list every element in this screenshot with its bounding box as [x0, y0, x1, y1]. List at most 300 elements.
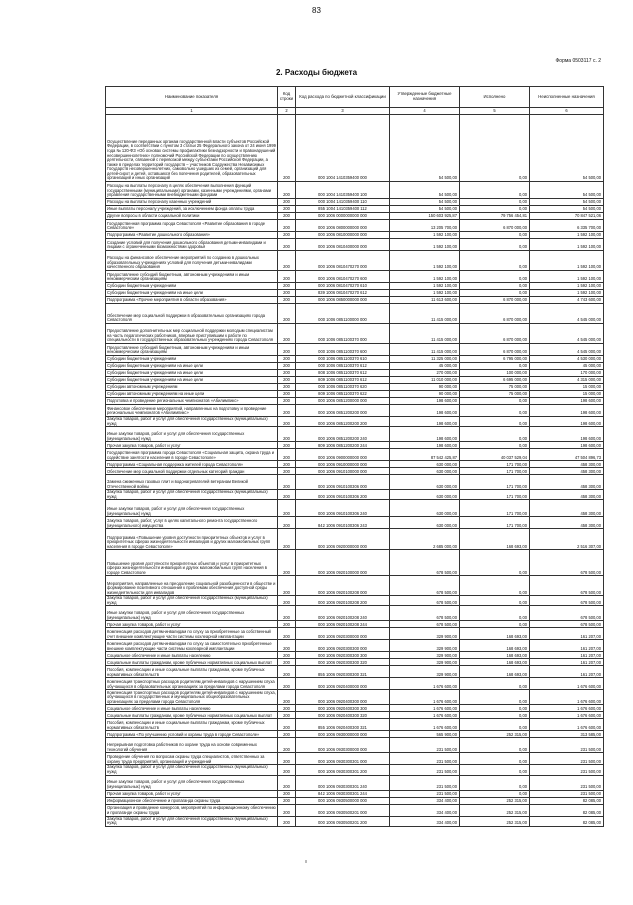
row-line-code: 200: [278, 659, 296, 666]
table-row: [106, 384, 604, 391]
table-row: [106, 199, 604, 206]
row-remaining: 1 592 100,00: [530, 232, 604, 239]
table-row: [106, 517, 604, 529]
row-line-code: 200: [278, 576, 296, 596]
table-row: [106, 461, 604, 468]
row-approved: 231 500,00: [390, 765, 460, 775]
row-executed: 168 693,00: [460, 659, 530, 666]
row-approved: 678 500,00: [390, 621, 460, 628]
row-line-code: 200: [278, 398, 296, 405]
row-line-code: 200: [278, 283, 296, 290]
row-approved: 2 685 000,00: [390, 529, 460, 550]
row-executed: 171 700,00: [460, 500, 530, 517]
row-remaining: 231 500,00: [530, 775, 604, 790]
row-executed: 40 037 529,04: [460, 449, 530, 461]
row-name: Прочая закупка товаров, работ и услуг: [106, 790, 278, 797]
row-classification-code: 855 1004 1410359400 112: [296, 206, 390, 213]
row-remaining: 231 500,00: [530, 738, 604, 753]
row-name: Закупка товаров, работ и услуг для обеспечения государственных (муниципальных) нужд: [106, 417, 278, 427]
table-row: [106, 398, 604, 405]
row-name: Замена сжиженных газовых плит и водонагревателей ветеранам Великой Отечественной войны: [106, 475, 278, 490]
row-line-code: 200: [278, 475, 296, 490]
row-classification-code: 000 1006 0851200000 000: [296, 398, 390, 405]
table-row: [106, 816, 604, 826]
row-line-code: 200: [278, 271, 296, 283]
table-row: [106, 666, 604, 678]
table-row: [106, 690, 604, 705]
row-approved: 231 500,00: [390, 775, 460, 790]
row-line-code: 200: [278, 344, 296, 356]
row-classification-code: 000 1006 0930300000 000: [296, 738, 390, 753]
row-approved: 329 900,00: [390, 659, 460, 666]
column-number: 1: [106, 108, 278, 115]
row-approved: 11 010 000,00: [390, 377, 460, 384]
row-name: Подпрограмма «Повышение уровня доступности приоритетных объектов и услуг в приоритетных сферах жизнедеятельности инвалидов и других маломобильных групп населения в городе Севастополе»: [106, 529, 278, 550]
row-executed: 0,00: [460, 232, 530, 239]
table-row: [106, 640, 604, 652]
row-classification-code: 000 1006 0920400300 000: [296, 690, 390, 705]
row-line-code: 200: [278, 115, 296, 182]
row-approved: 231 500,00: [390, 738, 460, 753]
row-name: Компенсация расходов детям-инвалидам по слуху за приобретенные за собственный счет внешние комплектующие части системы кохлеарной имплантации: [106, 628, 278, 640]
row-classification-code: 000 1004 1410359400 100: [296, 182, 390, 199]
table-row: [106, 719, 604, 731]
row-classification-code: 000 1006 0910100306 240: [296, 500, 390, 517]
row-remaining: 161 207,00: [530, 652, 604, 659]
row-approved: 630 000,00: [390, 500, 460, 517]
row-line-code: 200: [278, 417, 296, 427]
row-name: Пособия, компенсации и иные социальные выплаты гражданам, кроме публичных нормативных обязательств: [106, 719, 278, 731]
row-name: Подпрограмма «Социальная поддержка жителей города Севастополя»: [106, 461, 278, 468]
table-row: [106, 652, 604, 659]
row-classification-code: 842 1006 0930300301 244: [296, 790, 390, 797]
row-line-code: 200: [278, 666, 296, 678]
row-executed: 0,00: [460, 290, 530, 297]
row-remaining: 82 085,00: [530, 797, 604, 804]
row-executed: 6 870 000,00: [460, 220, 530, 232]
row-name: Иные закупки товаров, работ и услуг для обеспечения государственных (муниципальных) нужд: [106, 500, 278, 517]
row-name: Осуществление переданных органам государственной власти субъектов Российской Федерации, в соответствии с пунктом 3 статьи 25 Федерального закона от 24 июня 1999 года № 120-ФЗ «Об основах системы профилактики безнадзорности и правонарушений несовершеннолетних» полномочий Российской Федерации по осуществлению деятельности, связанной с перевозкой между субъектами Российской Федерации, а также в пределах территорий государств – участников Содружества Независимых Государств несовершеннолетних, самовольно ушедших из семей, организаций для детей-сирот и детей, оставшихся без попечения родителей, образовательных организаций и иных организаций: [106, 115, 278, 182]
row-line-code: 200: [278, 468, 296, 475]
row-approved: 1 592 100,00: [390, 232, 460, 239]
row-approved: 150 603 925,87: [390, 213, 460, 220]
row-name: Иные закупки товаров, работ и услуг для обеспечения государственных (муниципальных) нужд: [106, 427, 278, 442]
row-name: Иные закупки товаров, работ и услуг для обеспечения государственных (муниципальных) нужд: [106, 775, 278, 790]
row-executed: 0,00: [460, 790, 530, 797]
row-line-code: 200: [278, 705, 296, 712]
row-classification-code: 000 1006 0920300300 000: [296, 640, 390, 652]
row-classification-code: 000 1006 0851100370 612: [296, 363, 390, 370]
table-row: [106, 738, 604, 753]
row-executed: 0,00: [460, 606, 530, 621]
row-line-code: 200: [278, 804, 296, 816]
row-approved: 1 592 100,00: [390, 271, 460, 283]
row-name: Закупка товаров, работ и услуг для обеспечения государственных (муниципальных) нужд: [106, 490, 278, 500]
row-remaining: 54 500,00: [530, 115, 604, 182]
row-line-code: 200: [278, 652, 296, 659]
row-name: Прочая закупка товаров, работ и услуг: [106, 621, 278, 628]
row-executed: 0,00: [460, 271, 530, 283]
row-executed: 252 315,00: [460, 804, 530, 816]
row-name: Государственная программа города Севастополя «Социальная защита, охрана труда и содействие занятости населения в городе Севастополе»: [106, 449, 278, 461]
row-approved: 1 592 100,00: [390, 290, 460, 297]
row-approved: 231 500,00: [390, 753, 460, 765]
row-line-code: 200: [278, 324, 296, 344]
row-approved: 678 500,00: [390, 576, 460, 596]
row-classification-code: 000 1006 0920100208 244: [296, 621, 390, 628]
row-remaining: 198 600,00: [530, 427, 604, 442]
row-executed: 0,00: [460, 283, 530, 290]
row-approved: 198 600,00: [390, 398, 460, 405]
table-row: [106, 529, 604, 550]
row-line-code: 200: [278, 297, 296, 304]
row-classification-code: 000 1006 0920400300 320: [296, 712, 390, 719]
row-name: Расходы на выплаты персоналу казенных учреждений: [106, 199, 278, 206]
row-executed: 0,00: [460, 621, 530, 628]
row-approved: 334 400,00: [390, 797, 460, 804]
row-name: Подпрограмма «По улучшению условий и охраны труда в городе Севастополе»: [106, 731, 278, 738]
row-name: Непрерывная подготовка работников по охране труда на основе современных технологий обучения: [106, 738, 278, 753]
row-remaining: 54 500,00: [530, 199, 604, 206]
row-classification-code: 808 1006 0851100370 612: [296, 370, 390, 377]
row-classification-code: 000 1006 0920300300 300: [296, 652, 390, 659]
row-approved: 329 900,00: [390, 640, 460, 652]
row-executed: 252 315,00: [460, 731, 530, 738]
row-line-code: 200: [278, 719, 296, 731]
table-row: [106, 804, 604, 816]
row-approved: 231 500,00: [390, 790, 460, 797]
table-row: [106, 220, 604, 232]
row-line-code: 200: [278, 640, 296, 652]
row-executed: 0,00: [460, 712, 530, 719]
row-line-code: 200: [278, 370, 296, 377]
row-name: Субсидии бюджетным учреждениям: [106, 283, 278, 290]
row-remaining: 1 676 600,00: [530, 719, 604, 731]
row-approved: 11 325 000,00: [390, 356, 460, 363]
row-remaining: 1 592 100,00: [530, 251, 604, 271]
table-row: [106, 239, 604, 251]
row-executed: 6 870 000,00: [460, 297, 530, 304]
table-row: [106, 377, 604, 384]
row-line-code: 200: [278, 550, 296, 576]
row-remaining: 198 600,00: [530, 442, 604, 449]
row-approved: 334 400,00: [390, 816, 460, 826]
row-line-code: 200: [278, 449, 296, 461]
row-name: Иные выплаты персоналу учреждений, за исключением фонда оплаты труда: [106, 206, 278, 213]
row-approved: 630 000,00: [390, 475, 460, 490]
row-line-code: 200: [278, 182, 296, 199]
row-classification-code: 000 1004 1410359400 000: [296, 115, 390, 182]
row-classification-code: 000 1006 0920100208 000: [296, 576, 390, 596]
row-executed: 171 700,00: [460, 468, 530, 475]
row-approved: 270 000,00: [390, 370, 460, 377]
row-executed: 0,00: [460, 690, 530, 705]
table-row: [106, 344, 604, 356]
row-remaining: 458 300,00: [530, 468, 604, 475]
row-classification-code: 809 1006 0851100370 622: [296, 391, 390, 398]
row-classification-code: 809 1006 0851100370 612: [296, 377, 390, 384]
row-approved: 678 500,00: [390, 550, 460, 576]
row-classification-code: 000 1006 0810470270 000: [296, 251, 390, 271]
row-executed: 0,00: [460, 442, 530, 449]
row-executed: 0,00: [460, 239, 530, 251]
row-remaining: 4 530 000,00: [530, 356, 604, 363]
row-executed: 0,00: [460, 576, 530, 596]
row-remaining: 4 545 000,00: [530, 304, 604, 324]
row-classification-code: 000 1006 0851100000 000: [296, 304, 390, 324]
table-row: [106, 765, 604, 775]
table-row: [106, 678, 604, 690]
row-line-code: 200: [278, 712, 296, 719]
row-classification-code: 000 1006 0810470270 600: [296, 271, 390, 283]
row-approved: 198 600,00: [390, 427, 460, 442]
row-executed: 75 000,00: [460, 384, 530, 391]
table-row: [106, 324, 604, 344]
row-executed: 0,00: [460, 251, 530, 271]
row-name: Прочая закупка товаров, работ и услуг: [106, 442, 278, 449]
row-classification-code: 000 1006 0930000000 000: [296, 731, 390, 738]
column-number: 6: [530, 108, 604, 115]
row-executed: 0,00: [460, 182, 530, 199]
row-line-code: 200: [278, 529, 296, 550]
row-executed: 100 000,00: [460, 370, 530, 377]
row-line-code: 200: [278, 690, 296, 705]
row-classification-code: 000 1006 0910000000 000: [296, 461, 390, 468]
row-classification-code: 839 1006 0810470270 612: [296, 290, 390, 297]
row-classification-code: 000 1006 0810000000 000: [296, 232, 390, 239]
table-row: [106, 775, 604, 790]
header-remaining: Неисполненные назначения: [530, 87, 604, 108]
row-line-code: 200: [278, 678, 296, 690]
row-remaining: 82 085,00: [530, 804, 604, 816]
row-name: Социальное обеспечение и иные выплаты населению: [106, 705, 278, 712]
row-name: Подготовка и проведение региональных чемпионатов «Абилимпикс»: [106, 398, 278, 405]
row-line-code: 200: [278, 405, 296, 417]
row-approved: 198 600,00: [390, 417, 460, 427]
row-name: Субсидии бюджетным учреждениям на иные цели: [106, 370, 278, 377]
row-line-code: 200: [278, 220, 296, 232]
header-classification-code: Код расхода по бюджетной классификации: [296, 87, 390, 108]
row-approved: 11 415 000,00: [390, 324, 460, 344]
table-row: [106, 790, 604, 797]
row-name: Организация и проведение конкурсов, мероприятий по информационному обеспечению и пропаганде охраны труда: [107, 805, 276, 816]
row-line-code: 200: [278, 621, 296, 628]
row-approved: 678 500,00: [390, 606, 460, 621]
row-executed: 6 695 000,00: [460, 377, 530, 384]
row-approved: 11 415 000,00: [390, 304, 460, 324]
row-executed: 0,00: [460, 738, 530, 753]
row-approved: 565 900,00: [390, 731, 460, 738]
row-executed: 171 700,00: [460, 517, 530, 529]
row-line-code: 200: [278, 816, 296, 826]
row-remaining: 2 516 307,00: [530, 529, 604, 550]
row-name: Мероприятия, направленные на преодоление социальной разобщенности в обществе и формирование позитивного отношения к проблемам обеспечения доступной среды жизнедеятельности для инвалидов: [106, 576, 278, 596]
table-row: [106, 297, 604, 304]
table-row: [106, 475, 604, 490]
row-classification-code: 000 1006 0930500000 000: [296, 797, 390, 804]
row-remaining: 231 500,00: [530, 753, 604, 765]
row-name: Обеспечение мер социальной поддержки в образовательных организациях города Севастополя: [106, 304, 278, 324]
table-row: [106, 731, 604, 738]
row-remaining: 678 500,00: [530, 596, 604, 606]
row-executed: 0,00: [460, 765, 530, 775]
row-remaining: 45 000,00: [530, 363, 604, 370]
table-row: [106, 290, 604, 297]
table-row: [106, 417, 604, 427]
row-remaining: 458 300,00: [530, 517, 604, 529]
row-name: Проведение обучения по вопросам охраны труда специалистов, ответственных за охрану труда предприятий, организаций и учреждений: [106, 753, 278, 765]
table-row: [106, 576, 604, 596]
header-approved: Утвержденные бюджетные назначения: [390, 87, 460, 108]
row-approved: 1 676 600,00: [390, 678, 460, 690]
row-executed: 0,00: [460, 596, 530, 606]
row-classification-code: 000 1006 0920300300 320: [296, 659, 390, 666]
row-name: Создание условий для получения дошкольного образования детьми-инвалидами и лицами с ограниченными возможностями здоровья: [106, 239, 278, 251]
row-executed: 0,00: [460, 199, 530, 206]
row-name: Расходы на выплаты персоналу в целях обеспечения выполнения функций государственными (муниципальными) органами, казенными учреждениями, органами управления государственными внебюджетными фондами: [106, 182, 278, 199]
page-number: 83: [312, 6, 321, 15]
row-name: Предоставление дополнительных мер социальной поддержки молодым специалистам на часть педагогических работников, впервые приступившим к работе по специальности в государственных образовательных учреждениях города Севастополя: [106, 324, 278, 344]
row-approved: 334 400,00: [390, 804, 460, 816]
row-name: Социальное обеспечение и иные выплаты населению: [106, 652, 278, 659]
row-classification-code: 000 1006 0851100370 000: [296, 324, 390, 344]
row-approved: 45 000,00: [390, 363, 460, 370]
row-executed: 168 693,00: [460, 640, 530, 652]
row-classification-code: 842 1006 0910100306 243: [296, 517, 390, 529]
row-classification-code: 000 1006 0810470270 610: [296, 283, 390, 290]
row-executed: 0,00: [460, 115, 530, 182]
row-remaining: 6 335 700,00: [530, 220, 604, 232]
row-classification-code: 000 1006 0910100000 000: [296, 468, 390, 475]
row-executed: 0,00: [460, 705, 530, 712]
row-line-code: 200: [278, 239, 296, 251]
row-classification-code: 000 1006 0920400300 300: [296, 705, 390, 712]
table-row: [106, 115, 604, 182]
section-title: 2. Расходы бюджета: [275, 68, 358, 77]
row-executed: 75 000,00: [460, 391, 530, 398]
row-name: Подпрограмма «Развитие дошкольного образования»: [106, 232, 278, 239]
row-executed: 168 693,00: [460, 529, 530, 550]
row-approved: 13 205 700,00: [390, 220, 460, 232]
row-executed: 168 693,00: [460, 652, 530, 659]
row-remaining: 198 600,00: [530, 398, 604, 405]
table-row: [106, 490, 604, 500]
row-remaining: 170 000,00: [530, 370, 604, 377]
table-row: [106, 449, 604, 461]
row-remaining: 1 592 100,00: [530, 290, 604, 297]
column-number: 3: [296, 108, 390, 115]
row-name: Субсидии бюджетным учреждениям: [106, 356, 278, 363]
row-line-code: 200: [278, 790, 296, 797]
row-executed: 0,00: [460, 417, 530, 427]
row-approved: 54 500,00: [390, 115, 460, 182]
row-classification-code: 000 1006 0920100208 240: [296, 606, 390, 621]
row-classification-code: 000 1006 0920400000 000: [296, 678, 390, 690]
row-name: Подпрограмма «Прочие мероприятия в области образования»: [106, 297, 278, 304]
row-classification-code: 000 1006 0930300301 240: [296, 775, 390, 790]
row-executed: 6 870 000,00: [460, 344, 530, 356]
row-line-code: 200: [278, 356, 296, 363]
row-remaining: 1 592 100,00: [530, 239, 604, 251]
row-approved: 678 500,00: [390, 596, 460, 606]
table-row: [106, 356, 604, 363]
row-name: Расходы на финансовое обеспечение мероприятий по созданию в дошкольных образовательных учреждениях условий для получения детьми-инвалидами качественного образования: [106, 251, 278, 271]
row-name: Закупка товаров, работ, услуг в целях капитального ремонта государственного (муниципального) имущества: [106, 517, 278, 529]
row-executed: 168 693,00: [460, 628, 530, 640]
row-classification-code: 000 1006 0910100306 200: [296, 490, 390, 500]
row-name: Закупка товаров, работ и услуг для обеспечения государственных (муниципальных) нужд: [106, 596, 278, 606]
table-row: [106, 283, 604, 290]
row-executed: 252 315,00: [460, 797, 530, 804]
row-name: Социальные выплаты гражданам, кроме публичных нормативных социальных выплат: [106, 659, 278, 666]
row-remaining: 231 500,00: [530, 790, 604, 797]
row-line-code: 200: [278, 596, 296, 606]
row-name: Иные закупки товаров, работ и услуг для обеспечения государственных (муниципальных) нужд: [106, 606, 278, 621]
row-name: Социальные выплаты гражданам, кроме публичных нормативных социальных выплат: [106, 712, 278, 719]
row-remaining: 1 592 100,00: [530, 271, 604, 283]
row-classification-code: 000 1006 0930300301 200: [296, 765, 390, 775]
row-remaining: 1 676 600,00: [530, 678, 604, 690]
row-line-code: 200: [278, 199, 296, 206]
row-name: Компенсация транспортных расходов родителям детей-инвалидов с нарушением слуха, обучающихся в государственных и муниципальных общеобразовательных организациях за пределами города Севастополя: [107, 689, 276, 704]
row-classification-code: 809 1006 0851200200 244: [296, 442, 390, 449]
row-approved: 54 500,00: [390, 199, 460, 206]
row-line-code: 200: [278, 251, 296, 271]
row-remaining: 458 300,00: [530, 461, 604, 468]
row-remaining: 1 676 600,00: [530, 712, 604, 719]
header-executed: Исполнено: [460, 87, 530, 108]
row-executed: 0,00: [460, 363, 530, 370]
table-row: [106, 596, 604, 606]
row-executed: 0,00: [460, 678, 530, 690]
row-remaining: 678 500,00: [530, 550, 604, 576]
row-line-code: 200: [278, 490, 296, 500]
row-line-code: 200: [278, 232, 296, 239]
row-approved: 1 676 600,00: [390, 690, 460, 705]
row-line-code: 200: [278, 206, 296, 213]
table-row: [106, 753, 604, 765]
row-executed: 252 315,00: [460, 816, 530, 826]
row-classification-code: 000 1006 0851100370 620: [296, 384, 390, 391]
row-executed: 0,00: [460, 550, 530, 576]
table-row: [106, 621, 604, 628]
table-row: [106, 659, 604, 666]
row-approved: 90 000,00: [390, 384, 460, 391]
row-line-code: 200: [278, 442, 296, 449]
table-row: [106, 251, 604, 271]
row-approved: 630 000,00: [390, 517, 460, 529]
table-row: [106, 271, 604, 283]
row-classification-code: 000 1004 1410359400 110: [296, 199, 390, 206]
table-row: [106, 606, 604, 621]
row-classification-code: 000 1006 0810400000 000: [296, 239, 390, 251]
row-approved: 329 900,00: [390, 628, 460, 640]
row-approved: 1 676 600,00: [390, 712, 460, 719]
row-name: Финансовое обеспечение мероприятий, направленных на подготовку и проведение региональных чемпионатов «Абилимпикс»: [106, 405, 278, 417]
table-header-row: [106, 87, 604, 108]
row-executed: 0,00: [460, 405, 530, 417]
row-name: Другие вопросы в области социальной политики: [106, 213, 278, 220]
row-approved: 54 500,00: [390, 182, 460, 199]
row-executed: 79 756 454,81: [460, 213, 530, 220]
row-name: Предоставление субсидий бюджетным, автономным учреждениям и иным некоммерческим организациям: [106, 344, 278, 356]
row-name: Субсидии бюджетным учреждениям на иные цели: [106, 290, 278, 297]
header-line-code: Код строки: [278, 87, 296, 108]
row-executed: 0,00: [460, 206, 530, 213]
row-line-code: 200: [278, 517, 296, 529]
row-classification-code: 000 1006 0851200200 240: [296, 427, 390, 442]
row-remaining: 82 085,00: [530, 816, 604, 826]
